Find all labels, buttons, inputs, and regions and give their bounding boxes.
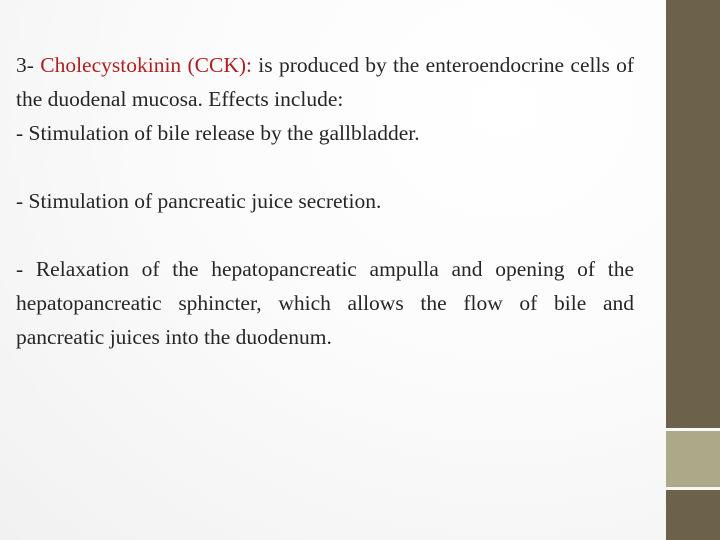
sidebar-dark-block-bottom	[666, 490, 720, 540]
section-number: 3-	[16, 53, 34, 77]
slide-body	[16, 48, 634, 354]
effect-item-pancreatic-secretion: - Stimulation of pancreatic juice secretion.	[16, 189, 382, 213]
hormone-name: Cholecystokinin (CCK):	[40, 53, 252, 77]
effect-item-sphincter-relaxation: - Relaxation of the hepatopancreatic ampulla and opening of the hepatopancreatic sphincter, which allows the flow of bile and pancreatic juices into the duodenum.	[16, 257, 634, 349]
effect-item-bile-release: - Stimulation of bile release by the gallbladder.	[16, 121, 420, 145]
intro-paragraph	[16, 48, 634, 116]
intro-text: is produced by the enteroendocrine cells of the duodenal mucosa. Effects include:	[16, 53, 635, 111]
decorative-sidebar	[666, 0, 720, 540]
sidebar-dark-block-top	[666, 0, 720, 428]
sidebar-light-block	[666, 431, 720, 487]
